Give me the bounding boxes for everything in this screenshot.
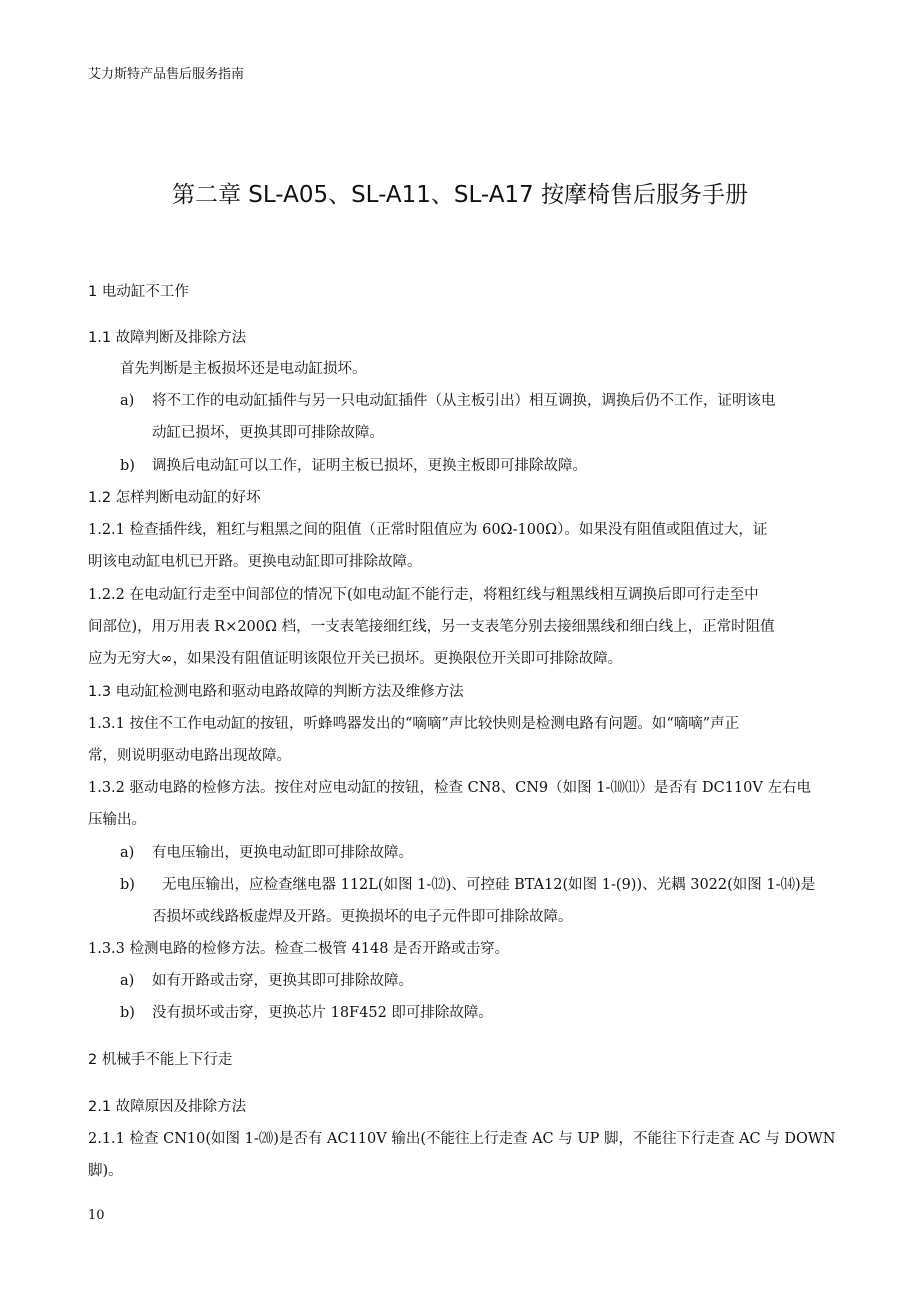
paragraph-line: 1.3.1 按住不工作电动缸的按钮，听蜂鸣器发出的“嘀嘀”声比较快则是检测电路有问题。如“嘀嘀”声正 <box>88 716 740 732</box>
running-header: 艾力斯特产品售后服务指南 <box>88 67 245 82</box>
paragraph-line: 应为无穷大∞，如果没有阻值证明该限位开关已损坏。更换限位开关即可排除故障。 <box>88 651 623 667</box>
paragraph-line: 1.3.2 驱动电路的检修方法。按住对应电动缸的按钮，检查 CN8、CN9（如图 1-⑽⑾）是否有 DC110V 左右电 <box>88 780 811 796</box>
paragraph-line: 1.2.2 在电动缸行走至中间部位的情况下(如电动缸不能行走，将粗红线与粗黑线相互调换后即可行走至中 <box>88 587 759 603</box>
section-heading-1: 1 电动缸不工作 <box>88 284 189 300</box>
list-item-line: 没有损坏或击穿，更换芯片 18F452 即可排除故障。 <box>152 1005 493 1021</box>
list-marker: a) <box>120 973 135 989</box>
page-number: 10 <box>88 1208 105 1223</box>
paragraph-line: 1.3.3 检测电路的检修方法。检查二极管 4148 是否开路或击穿。 <box>88 941 510 957</box>
list-item-line: 有电压输出，更换电动缸即可排除故障。 <box>152 845 413 861</box>
list-item-line: 动缸已损坏，更换其即可排除故障。 <box>152 425 384 441</box>
paragraph-line: 明该电动缸电机已开路。更换电动缸即可排除故障。 <box>88 554 422 570</box>
list-marker: a) <box>120 393 135 409</box>
subsection-heading-1-2: 1.2 怎样判断电动缸的好坏 <box>88 490 261 506</box>
subsection-heading-1-3: 1.3 电动缸检测电路和驱动电路故障的判断方法及维修方法 <box>88 684 464 700</box>
paragraph-line: 首先判断是主板损坏还是电动缸损坏。 <box>120 361 367 377</box>
list-item-line: 将不工作的电动缸插件与另一只电动缸插件（从主板引出）相互调换，调换后仍不工作，证明该电 <box>152 393 776 409</box>
list-item-line: 无电压输出，应检查继电器 112L(如图 1-⑿)、可控硅 BTA12(如图 1-(9))、光耦 3022(如图 1-⒁)是 <box>162 877 816 893</box>
list-marker: a) <box>120 845 135 861</box>
list-item-line: 调换后电动缸可以工作，证明主板已损坏，更换主板即可排除故障。 <box>152 458 587 474</box>
paragraph-line: 脚)。 <box>88 1163 123 1179</box>
list-item-line: 如有开路或击穿，更换其即可排除故障。 <box>152 973 413 989</box>
chapter-title: 第二章 SL-A05、SL-A11、SL-A17 按摩椅售后服务手册 <box>171 182 749 208</box>
paragraph-line: 2.1.1 检查 CN10(如图 1-⒇)是否有 AC110V 输出(不能往上行走查 AC 与 UP 脚，不能往下行走查 AC 与 DOWN <box>88 1131 836 1147</box>
subsection-heading-1-1: 1.1 故障判断及排除方法 <box>88 330 247 346</box>
list-marker: b) <box>120 877 135 893</box>
paragraph-line: 间部位)，用万用表 R×200Ω 档，一支表笔接细红线，另一支表笔分别去接细黑线和细白线上，正常时阻值 <box>88 619 775 635</box>
section-heading-2: 2 机械手不能上下行走 <box>88 1052 233 1068</box>
list-marker: b) <box>120 1005 135 1021</box>
paragraph-line: 常，则说明驱动电路出现故障。 <box>88 748 291 764</box>
paragraph-line: 压输出。 <box>88 812 146 828</box>
paragraph-line: 1.2.1 检查插件线，粗红与粗黑之间的阻值（正常时阻值应为 60Ω-100Ω）。如果没有阻值或阻值过大，证 <box>88 522 768 538</box>
list-item-line: 否损坏或线路板虚焊及开路。更换损坏的电子元件即可排除故障。 <box>152 909 573 925</box>
list-marker: b) <box>120 458 135 474</box>
subsection-heading-2-1: 2.1 故障原因及排除方法 <box>88 1099 247 1115</box>
